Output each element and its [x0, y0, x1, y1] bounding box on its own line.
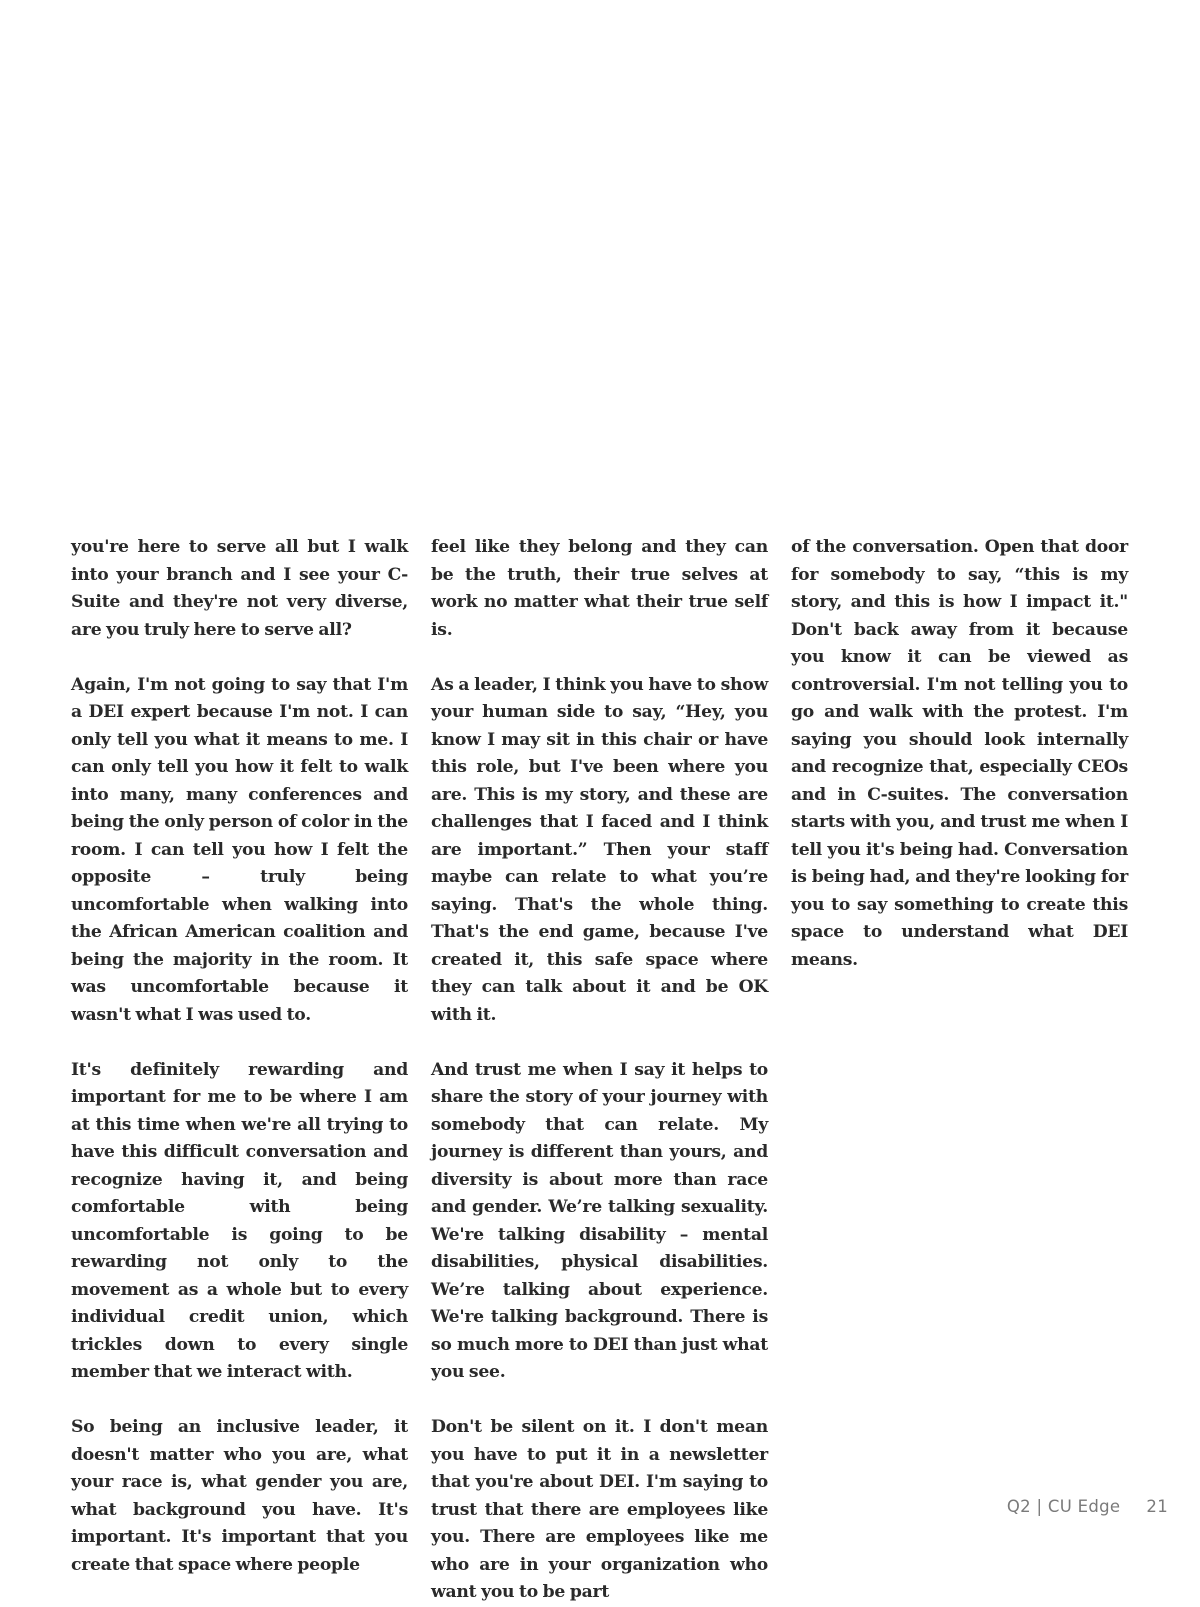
paragraph: feel like they belong and they can be the truth, their true selves at work no matter what their true self is.: [431, 537, 768, 640]
blank-header-area: [0, 0, 1200, 525]
paragraph: As a leader, I think you have to show your human side to say, “Hey, you know I may sit in this chair or have this role, but I've been where you are. This is my story, and these are challenges that I faced and I think are important.” Then your staff maybe can relate to what you’re saying. That's the whole thing. That's the end game, because I've created it, this safe space where they can talk about it and be OK with it.: [431, 674, 768, 1025]
paragraph: And trust me when I say it helps to share the story of your journey with somebody that can relate. My journey is different than yours, and diversity is about more than race and gender. We’re talking sexuality. We're talking disability – mental disabilities, physical disabilities. We’re talking about experience. We're talking background. There is so much more to DEI than just what you see.: [431, 1059, 768, 1382]
publication-name: Q2 | CU Edge: [1006, 1497, 1121, 1516]
paragraph: of the conversation. Open that door for somebody to say, “this is my story, and this is how I impact it." Don't back away from it because you know it can be viewed as controversial. I'm not telling you to go and walk with the protest. I'm saying you should look internally and recognize that, especially CEOs and in C-suites. The conversation starts with you, and trust me when I tell you it's being had. Conversation is being had, and they're looking for you to say something to create this space to understand what DEI means.: [791, 537, 1128, 970]
paragraph: Again, I'm not going to say that I'm a DEI expert because I'm not. I can only tell you what it means to me. I can only tell you how it felt to walk into many, many conferences and being the only person of color in the room. I can tell you how I felt the opposite – truly being uncomfortable when walking into the African American coalition and being the majority in the room. It was uncomfortable because it wasn't what I was used to.: [71, 674, 408, 1025]
paragraph: Don't be silent on it. I don't mean you have to put it in a newsletter that you're about DEI. I'm saying to trust that there are employees like you. There are employees like me who are in your organization who want you to be part: [431, 1417, 768, 1602]
paragraph: It's definitely rewarding and important for me to be where I am at this time when we're all trying to have this difficult conversation and recognize having it, and being comfortable with being uncomfortable is going to be rewarding not only to the movement as a whole but to every individual credit union, which trickles down to every single member that we interact with.: [71, 1059, 408, 1382]
paragraph: So being an inclusive leader, it doesn't matter who you are, what your race is, what gender you are, what background you have. It's important. It's important that you create that space where people: [71, 1417, 408, 1575]
text-column-3: [791, 534, 1128, 974]
text-column-1: [71, 534, 408, 1579]
paragraph: you're here to serve all but I walk into your branch and I see your C-Suite and they're not very diverse, are you truly here to serve all?: [71, 537, 408, 640]
page-footer: [1007, 1497, 1168, 1516]
page-number: 21: [1146, 1497, 1168, 1516]
text-column-2: [431, 534, 768, 1607]
